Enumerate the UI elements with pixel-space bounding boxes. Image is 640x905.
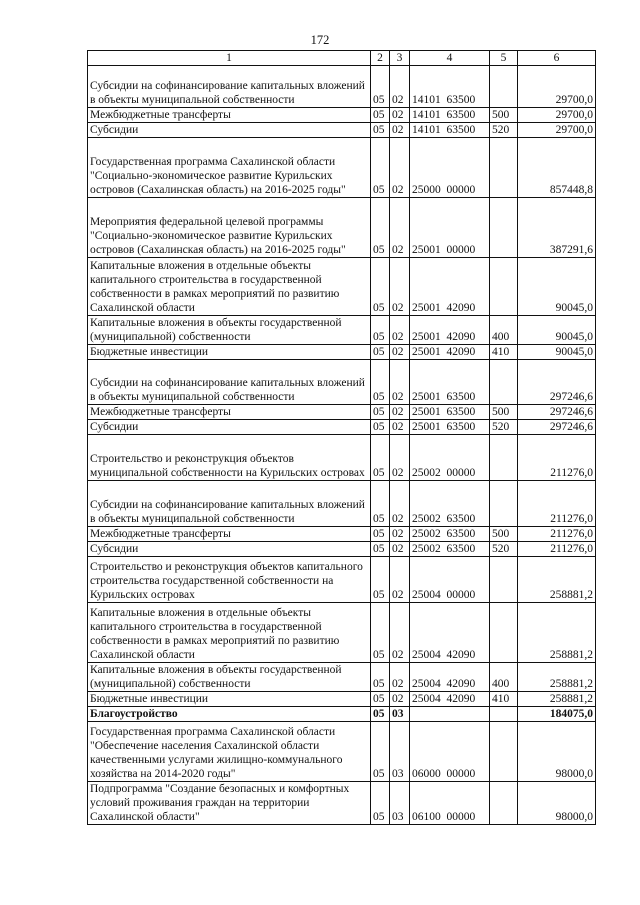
- row-subsection-cell: 02: [390, 258, 410, 316]
- row-subsection-cell: 03: [390, 782, 410, 825]
- row-amount-cell: 29700,0: [518, 66, 596, 108]
- row-target-article-cell: 25001 63500: [410, 420, 490, 435]
- row-amount-cell: 258881,2: [518, 663, 596, 692]
- table-row: [88, 258, 596, 316]
- row-amount-cell: 98000,0: [518, 782, 596, 825]
- row-subsection-cell: 02: [390, 557, 410, 603]
- row-amount-cell: 297246,6: [518, 420, 596, 435]
- row-expense-type-cell: 520: [490, 420, 518, 435]
- row-subsection-cell: 02: [390, 527, 410, 542]
- row-subsection-cell: 02: [390, 481, 410, 527]
- row-expense-type-cell: [490, 435, 518, 481]
- table-row: [88, 542, 596, 557]
- row-expense-type-cell: [490, 707, 518, 722]
- row-expense-type-cell: 520: [490, 123, 518, 138]
- table-row: [88, 420, 596, 435]
- row-section-cell: 05: [371, 258, 390, 316]
- table-row: [88, 481, 596, 527]
- row-expense-type-cell: 500: [490, 527, 518, 542]
- table-row: [88, 692, 596, 707]
- row-expense-type-cell: [490, 557, 518, 603]
- row-subsection-cell: 02: [390, 198, 410, 258]
- row-name-cell: Субсидии: [88, 542, 371, 557]
- row-amount-cell: 90045,0: [518, 258, 596, 316]
- row-section-cell: 05: [371, 692, 390, 707]
- row-target-article-cell: 25001 42090: [410, 316, 490, 345]
- row-name-cell: Подпрограмма "Создание безопасных и комфортных условий проживания граждан на территории Сахалинской области": [88, 782, 371, 825]
- row-name-cell: Субсидии на софинансирование капитальных вложений в объекты муниципальной собственности: [88, 481, 371, 527]
- table-row: [88, 527, 596, 542]
- row-section-cell: 05: [371, 707, 390, 722]
- row-subsection-cell: 02: [390, 123, 410, 138]
- row-section-cell: 05: [371, 345, 390, 360]
- row-expense-type-cell: [490, 198, 518, 258]
- row-target-article-cell: 25001 63500: [410, 360, 490, 405]
- row-expense-type-cell: 520: [490, 542, 518, 557]
- row-target-article-cell: 25002 00000: [410, 435, 490, 481]
- row-target-article-cell: 25000 00000: [410, 138, 490, 198]
- row-name-cell: Межбюджетные трансферты: [88, 108, 371, 123]
- row-section-cell: 05: [371, 722, 390, 782]
- row-name-cell: Государственная программа Сахалинской области "Социально-экономическое развитие Курильских островов (Сахалинская область) на 2016-2025 годы": [88, 138, 371, 198]
- row-section-cell: 05: [371, 420, 390, 435]
- row-section-cell: 05: [371, 542, 390, 557]
- header-col-2: 2: [371, 51, 390, 66]
- row-name-cell: Субсидии на софинансирование капитальных вложений в объекты муниципальной собственности: [88, 66, 371, 108]
- header-col-4: 4: [410, 51, 490, 66]
- header-col-6: 6: [518, 51, 596, 66]
- row-amount-cell: 29700,0: [518, 123, 596, 138]
- row-expense-type-cell: [490, 603, 518, 663]
- row-subsection-cell: 02: [390, 66, 410, 108]
- row-subsection-cell: 02: [390, 405, 410, 420]
- table-row: [88, 316, 596, 345]
- row-name-cell: Субсидии на софинансирование капитальных вложений в объекты муниципальной собственности: [88, 360, 371, 405]
- header-col-5: 5: [490, 51, 518, 66]
- row-target-article-cell: 25001 42090: [410, 345, 490, 360]
- row-subsection-cell: 02: [390, 360, 410, 405]
- row-target-article-cell: 25002 63500: [410, 481, 490, 527]
- table-row: [88, 108, 596, 123]
- row-section-cell: 05: [371, 316, 390, 345]
- row-amount-cell: 857448,8: [518, 138, 596, 198]
- budget-table: [87, 50, 596, 825]
- row-section-cell: 05: [371, 603, 390, 663]
- table-row: [88, 603, 596, 663]
- row-section-cell: 05: [371, 198, 390, 258]
- row-target-article-cell: 06000 00000: [410, 722, 490, 782]
- table-row: [88, 405, 596, 420]
- row-expense-type-cell: [490, 722, 518, 782]
- row-name-cell: Субсидии: [88, 123, 371, 138]
- row-section-cell: 05: [371, 527, 390, 542]
- row-name-cell: Межбюджетные трансферты: [88, 527, 371, 542]
- row-amount-cell: 90045,0: [518, 316, 596, 345]
- table-row: [88, 557, 596, 603]
- row-section-cell: 05: [371, 782, 390, 825]
- row-section-cell: 05: [371, 123, 390, 138]
- row-subsection-cell: 02: [390, 663, 410, 692]
- row-section-cell: 05: [371, 138, 390, 198]
- row-amount-cell: 211276,0: [518, 542, 596, 557]
- row-name-cell: Государственная программа Сахалинской области "Обеспечение населения Сахалинской области качественными услугами жилищно-коммунального хозяйства на 2014-2020 годы": [88, 722, 371, 782]
- row-amount-cell: 98000,0: [518, 722, 596, 782]
- row-name-cell: Капитальные вложения в объекты государственной (муниципальной) собственности: [88, 663, 371, 692]
- row-target-article-cell: 25004 42090: [410, 603, 490, 663]
- row-subsection-cell: 03: [390, 707, 410, 722]
- row-section-cell: 05: [371, 66, 390, 108]
- row-amount-cell: 211276,0: [518, 481, 596, 527]
- table-row: [88, 360, 596, 405]
- table-row: [88, 782, 596, 825]
- row-section-cell: 05: [371, 557, 390, 603]
- row-subsection-cell: 02: [390, 108, 410, 123]
- row-expense-type-cell: [490, 258, 518, 316]
- row-name-cell: Бюджетные инвестиции: [88, 692, 371, 707]
- row-section-cell: 05: [371, 481, 390, 527]
- row-expense-type-cell: 400: [490, 316, 518, 345]
- row-subsection-cell: 02: [390, 603, 410, 663]
- row-amount-cell: 297246,6: [518, 405, 596, 420]
- row-subsection-cell: 02: [390, 316, 410, 345]
- row-target-article-cell: 25002 63500: [410, 542, 490, 557]
- row-section-cell: 05: [371, 663, 390, 692]
- row-subsection-cell: 02: [390, 435, 410, 481]
- row-name-cell: Бюджетные инвестиции: [88, 345, 371, 360]
- table-row: [88, 138, 596, 198]
- row-amount-cell: 258881,2: [518, 692, 596, 707]
- row-amount-cell: 90045,0: [518, 345, 596, 360]
- row-expense-type-cell: [490, 360, 518, 405]
- row-amount-cell: 211276,0: [518, 435, 596, 481]
- row-amount-cell: 387291,6: [518, 198, 596, 258]
- row-subsection-cell: 02: [390, 542, 410, 557]
- table-row: [88, 123, 596, 138]
- row-subsection-cell: 03: [390, 722, 410, 782]
- row-amount-cell: 29700,0: [518, 108, 596, 123]
- row-name-cell: Мероприятия федеральной целевой программы "Социально-экономическое развитие Курильских островов (Сахалинская область) на 2016-2025 годы": [88, 198, 371, 258]
- row-name-cell: Благоустройство: [88, 707, 371, 722]
- row-target-article-cell: 25004 42090: [410, 692, 490, 707]
- row-section-cell: 05: [371, 360, 390, 405]
- row-amount-cell: 297246,6: [518, 360, 596, 405]
- row-amount-cell: 211276,0: [518, 527, 596, 542]
- row-subsection-cell: 02: [390, 692, 410, 707]
- row-expense-type-cell: [490, 138, 518, 198]
- row-expense-type-cell: 410: [490, 692, 518, 707]
- table-row: [88, 435, 596, 481]
- page-number: 172: [310, 33, 330, 47]
- header-col-3: 3: [390, 51, 410, 66]
- row-expense-type-cell: 500: [490, 108, 518, 123]
- table-row: [88, 707, 596, 722]
- table-row: [88, 345, 596, 360]
- row-expense-type-cell: [490, 66, 518, 108]
- row-subsection-cell: 02: [390, 345, 410, 360]
- row-target-article-cell: 14101 63500: [410, 66, 490, 108]
- row-subsection-cell: 02: [390, 420, 410, 435]
- row-name-cell: Межбюджетные трансферты: [88, 405, 371, 420]
- row-name-cell: Строительство и реконструкция объектов муниципальной собственности на Курильских островах: [88, 435, 371, 481]
- row-target-article-cell: 25004 00000: [410, 557, 490, 603]
- row-amount-cell: 258881,2: [518, 557, 596, 603]
- row-name-cell: Капитальные вложения в объекты государственной (муниципальной) собственности: [88, 316, 371, 345]
- row-subsection-cell: 02: [390, 138, 410, 198]
- header-col-1: 1: [88, 51, 371, 66]
- row-amount-cell: 184075,0: [518, 707, 596, 722]
- row-target-article-cell: 25001 42090: [410, 258, 490, 316]
- row-amount-cell: 258881,2: [518, 603, 596, 663]
- row-target-article-cell: 14101 63500: [410, 123, 490, 138]
- row-target-article-cell: 25004 42090: [410, 663, 490, 692]
- row-section-cell: 05: [371, 435, 390, 481]
- row-target-article-cell: 14101 63500: [410, 108, 490, 123]
- row-target-article-cell: [410, 707, 490, 722]
- row-expense-type-cell: 500: [490, 405, 518, 420]
- row-target-article-cell: 06100 00000: [410, 782, 490, 825]
- row-section-cell: 05: [371, 108, 390, 123]
- row-target-article-cell: 25001 63500: [410, 405, 490, 420]
- header-row: [88, 51, 596, 66]
- table-row: [88, 66, 596, 108]
- row-section-cell: 05: [371, 405, 390, 420]
- row-expense-type-cell: 400: [490, 663, 518, 692]
- table-row: [88, 663, 596, 692]
- row-expense-type-cell: [490, 782, 518, 825]
- row-expense-type-cell: 410: [490, 345, 518, 360]
- row-name-cell: Субсидии: [88, 420, 371, 435]
- row-target-article-cell: 25001 00000: [410, 198, 490, 258]
- row-name-cell: Капитальные вложения в отдельные объекты капитального строительства в государственной собственности в рамках мероприятий по развитию Сахалинской области: [88, 258, 371, 316]
- row-name-cell: Строительство и реконструкция объектов капитального строительства государственной собственности на Курильских островах: [88, 557, 371, 603]
- table-row: [88, 722, 596, 782]
- row-target-article-cell: 25002 63500: [410, 527, 490, 542]
- table-row: [88, 198, 596, 258]
- row-name-cell: Капитальные вложения в отдельные объекты капитального строительства в государственной собственности в рамках мероприятий по развитию Сахалинской области: [88, 603, 371, 663]
- row-expense-type-cell: [490, 481, 518, 527]
